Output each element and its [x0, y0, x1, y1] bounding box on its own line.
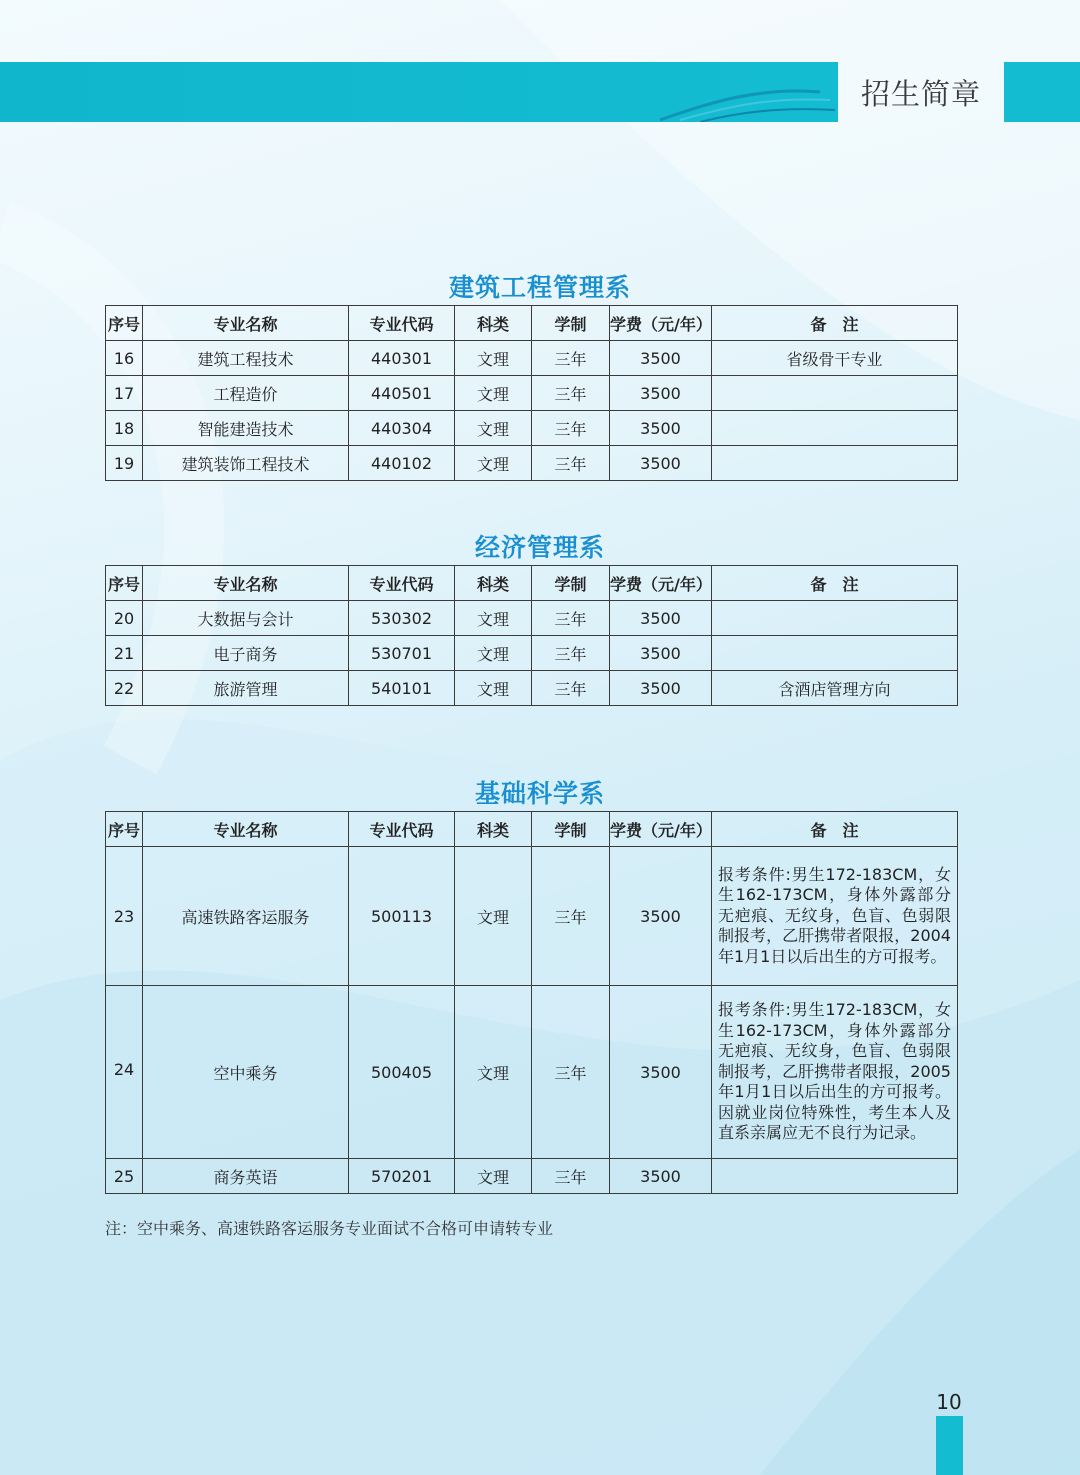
row-fee: 3500: [610, 601, 712, 636]
table-header-row: [106, 566, 958, 601]
row-remark: [712, 636, 958, 671]
col-header-duration: 学制: [532, 812, 610, 847]
col-header-duration: 学制: [532, 566, 610, 601]
row-seq: 24: [106, 986, 143, 1159]
header-band-right: [1004, 62, 1080, 122]
col-header-code: 专业代码: [349, 566, 455, 601]
row-duration: 三年: [532, 847, 610, 986]
col-header-fee: 学费（元/年）: [610, 306, 712, 341]
row-seq: 25: [106, 1159, 143, 1194]
row-fee: 3500: [610, 446, 712, 481]
row-fee: 3500: [610, 671, 712, 706]
row-duration: 三年: [532, 376, 610, 411]
section-title: 建筑工程管理系: [448, 273, 631, 302]
col-header-remark: 备 注: [712, 812, 958, 847]
row-fee: 3500: [610, 341, 712, 376]
row-code: 440304: [349, 411, 455, 446]
row-fee: 3500: [610, 1159, 712, 1194]
col-header-seq: 序号: [106, 812, 143, 847]
table-header-row: [106, 812, 958, 847]
row-name: 建筑装饰工程技术: [143, 446, 349, 481]
row-seq: 21: [106, 636, 143, 671]
row-seq: 17: [106, 376, 143, 411]
row-seq: 22: [106, 671, 143, 706]
row-name: 旅游管理: [143, 671, 349, 706]
row-code: 440301: [349, 341, 455, 376]
row-duration: 三年: [532, 636, 610, 671]
row-remark: [712, 446, 958, 481]
majors-table: [105, 305, 958, 481]
row-remark: 报考条件:男生172-183CM，女生162-173CM，身体外露部分无疤痕、无纹身，色盲、色弱限制报考，乙肝携带者限报，2005年1月1日以后出生的方可报考。因就业岗位特殊性，考生本人及直系亲属应无不良行为记录。: [712, 986, 958, 1159]
row-code: 440102: [349, 446, 455, 481]
row-fee: 3500: [610, 411, 712, 446]
row-duration: 三年: [532, 341, 610, 376]
row-remark: [712, 411, 958, 446]
table-row: [106, 986, 958, 1159]
row-duration: 三年: [532, 601, 610, 636]
row-category: 文理: [455, 341, 532, 376]
row-category: 文理: [455, 636, 532, 671]
col-header-seq: 序号: [106, 566, 143, 601]
row-seq: 16: [106, 341, 143, 376]
row-category: 文理: [455, 376, 532, 411]
table-row: [106, 411, 958, 446]
row-name: 智能建造技术: [143, 411, 349, 446]
table-row: [106, 1159, 958, 1194]
row-code: 440501: [349, 376, 455, 411]
row-name: 工程造价: [143, 376, 349, 411]
row-remark: [712, 1159, 958, 1194]
col-header-remark: 备 注: [712, 566, 958, 601]
col-header-code: 专业代码: [349, 812, 455, 847]
row-fee: 3500: [610, 986, 712, 1159]
row-name: 商务英语: [143, 1159, 349, 1194]
row-code: 500113: [349, 847, 455, 986]
row-duration: 三年: [532, 411, 610, 446]
row-name: 空中乘务: [143, 986, 349, 1159]
header-swoosh-decoration: [620, 62, 838, 122]
row-category: 文理: [455, 601, 532, 636]
row-category: 文理: [455, 986, 532, 1159]
row-remark: [712, 601, 958, 636]
footnote: 注：空中乘务、高速铁路客运服务专业面试不合格可申请转专业: [105, 1219, 554, 1238]
row-duration: 三年: [532, 446, 610, 481]
page-number: 10: [936, 1390, 962, 1414]
row-remark: 含酒店管理方向: [712, 671, 958, 706]
col-header-category: 科类: [455, 812, 532, 847]
row-seq: 23: [106, 847, 143, 986]
row-fee: 3500: [610, 847, 712, 986]
table-row: [106, 671, 958, 706]
col-header-fee: 学费（元/年）: [610, 812, 712, 847]
row-category: 文理: [455, 847, 532, 986]
row-category: 文理: [455, 411, 532, 446]
col-header-name: 专业名称: [143, 812, 349, 847]
row-duration: 三年: [532, 986, 610, 1159]
page-number-bar: [936, 1416, 963, 1475]
table-row: [106, 636, 958, 671]
table-row: [106, 601, 958, 636]
row-seq: 18: [106, 411, 143, 446]
table-row: [106, 376, 958, 411]
col-header-name: 专业名称: [143, 566, 349, 601]
row-duration: 三年: [532, 671, 610, 706]
brochure-title: 招生简章: [860, 76, 981, 111]
section-title: 经济管理系: [474, 533, 605, 562]
row-code: 570201: [349, 1159, 455, 1194]
row-seq: 20: [106, 601, 143, 636]
row-name: 大数据与会计: [143, 601, 349, 636]
row-name: 高速铁路客运服务: [143, 847, 349, 986]
header-band: [0, 62, 838, 122]
row-fee: 3500: [610, 376, 712, 411]
col-header-code: 专业代码: [349, 306, 455, 341]
row-category: 文理: [455, 671, 532, 706]
row-duration: 三年: [532, 1159, 610, 1194]
majors-table: [105, 811, 958, 1194]
row-code: 540101: [349, 671, 455, 706]
row-name: 建筑工程技术: [143, 341, 349, 376]
row-category: 文理: [455, 1159, 532, 1194]
table-row: [106, 446, 958, 481]
section-title: 基础科学系: [474, 779, 605, 808]
col-header-remark: 备 注: [712, 306, 958, 341]
col-header-name: 专业名称: [143, 306, 349, 341]
row-remark: 省级骨干专业: [712, 341, 958, 376]
table-header-row: [106, 306, 958, 341]
table-row: [106, 341, 958, 376]
row-category: 文理: [455, 446, 532, 481]
col-header-seq: 序号: [106, 306, 143, 341]
row-code: 530701: [349, 636, 455, 671]
row-code: 500405: [349, 986, 455, 1159]
row-seq: 19: [106, 446, 143, 481]
col-header-category: 科类: [455, 306, 532, 341]
col-header-duration: 学制: [532, 306, 610, 341]
row-code: 530302: [349, 601, 455, 636]
col-header-fee: 学费（元/年）: [610, 566, 712, 601]
row-name: 电子商务: [143, 636, 349, 671]
majors-table: [105, 565, 958, 706]
row-remark: 报考条件:男生172-183CM，女生162-173CM，身体外露部分无疤痕、无纹身，色盲、色弱限制报考，乙肝携带者限报，2004年1月1日以后出生的方可报考。: [712, 847, 958, 986]
col-header-category: 科类: [455, 566, 532, 601]
row-fee: 3500: [610, 636, 712, 671]
table-row: [106, 847, 958, 986]
row-remark: [712, 376, 958, 411]
